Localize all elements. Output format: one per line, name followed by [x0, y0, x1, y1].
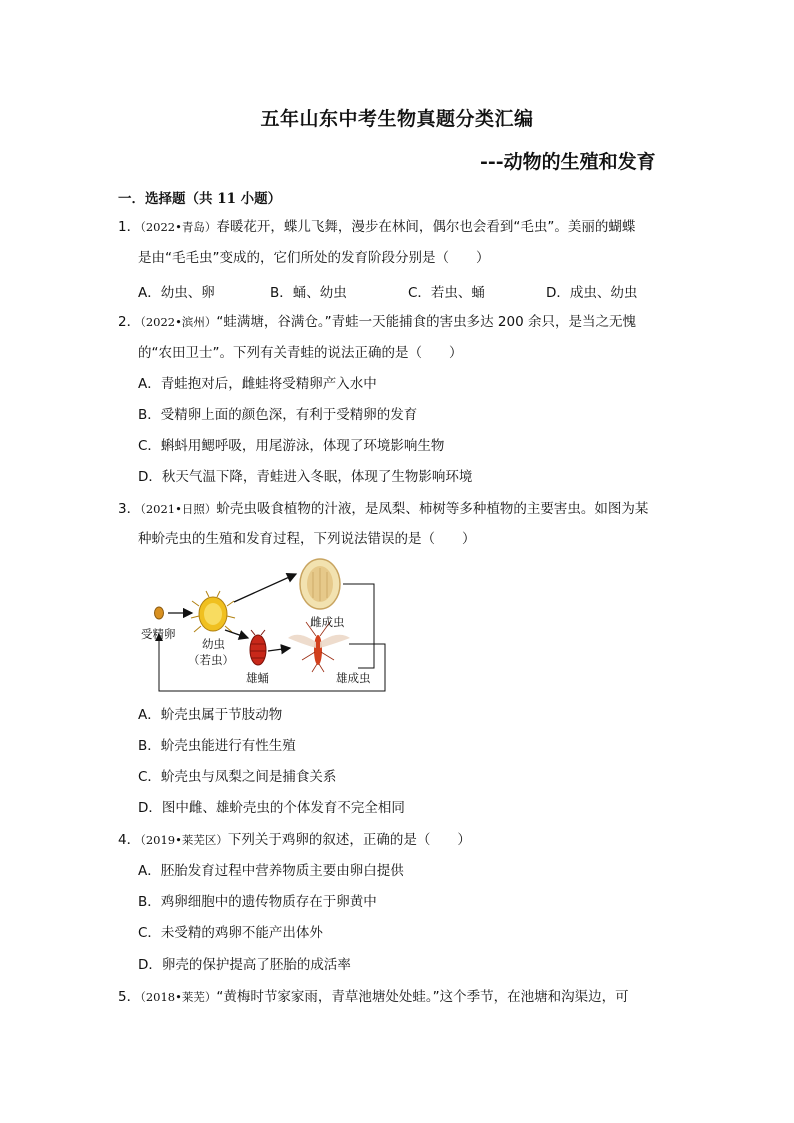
- question-number: 4．: [118, 832, 141, 848]
- question-source: （2022•青岛）: [140, 220, 217, 234]
- section-heading: 一．选择题（共 11 小题）: [118, 191, 282, 207]
- question-3-line-2: 种蚧壳虫的生殖和发育过程，下列说法错误的是（ ）: [138, 531, 476, 547]
- option-d: D．秋天气温下降，青蛙进入冬眠，体现了生物影响环境: [138, 469, 473, 485]
- option-c: C．未受精的鸡卵不能产出体外: [138, 925, 323, 941]
- label-male-adult: 雄成虫: [336, 671, 371, 685]
- question-number: 3．: [118, 501, 141, 517]
- label-egg: 受精卵: [141, 627, 176, 641]
- option-d: D．图中雌、雄蚧壳虫的个体发育不完全相同: [138, 800, 405, 816]
- option-b: B．蚧壳虫能进行有性生殖: [138, 738, 296, 754]
- option-a: A．胚胎发育过程中营养物质主要由卵白提供: [138, 863, 404, 879]
- document-subtitle: ---动物的生殖和发育: [480, 151, 656, 173]
- question-source: （2021•日照）: [140, 502, 217, 516]
- label-male-pupa: 雄蛹: [246, 671, 269, 685]
- question-5-line-1: [118, 988, 629, 1006]
- option-a: A．幼虫、卵: [138, 285, 215, 301]
- question-source: （2019•莱芜区）: [140, 833, 228, 847]
- question-number: 5．: [118, 989, 141, 1005]
- question-text: 蚧壳虫吸食植物的汁液，是凤梨、柿树等多种植物的主要害虫。如图为某: [216, 501, 649, 517]
- question-number: 2．: [118, 314, 141, 330]
- option-b: B．鸡卵细胞中的遗传物质存在于卵黄中: [138, 894, 377, 910]
- question-4-line-1: [118, 831, 471, 849]
- female-adult-icon: [300, 559, 340, 609]
- label-female-adult: 雌成虫: [310, 615, 345, 629]
- question-text: “黄梅时节家家雨，青草池塘处处蛙。”这个季节，在池塘和沟渠边，可: [216, 989, 629, 1005]
- egg-icon: [155, 607, 164, 619]
- option-a: A．青蛙抱对后，雌蛙将受精卵产入水中: [138, 376, 377, 392]
- question-source: （2018•莱芜）: [140, 990, 217, 1004]
- option-d: D．卵壳的保护提高了胚胎的成活率: [138, 957, 351, 973]
- option-c: C．蝌蚪用鳃呼吸，用尾游泳，体现了环境影响生物: [138, 438, 445, 454]
- option-b: B．蛹、幼虫: [270, 285, 347, 301]
- option-b: B．受精卵上面的颜色深，有利于受精卵的发育: [138, 407, 418, 423]
- label-larva: 幼虫: [202, 637, 225, 651]
- scale-insect-life-cycle-diagram: [138, 556, 398, 694]
- question-1-line-1: [118, 218, 635, 236]
- larva-icon: [191, 591, 235, 632]
- question-2-line-2: 的“农田卫士”。下列有关青蛙的说法正确的是（ ）: [138, 345, 463, 361]
- question-text: 下列关于鸡卵的叙述，正确的是（ ）: [227, 832, 471, 848]
- male-pupa-icon: [250, 630, 266, 665]
- question-2-line-1: [118, 313, 636, 331]
- question-source: （2022•滨州）: [140, 315, 217, 329]
- question-number: 1．: [118, 219, 141, 235]
- question-1-line-2: 是由“毛毛虫”变成的，它们所处的发育阶段分别是（ ）: [138, 250, 490, 266]
- option-a: A．蚧壳虫属于节肢动物: [138, 707, 283, 723]
- option-c: C．若虫、蛹: [408, 285, 485, 301]
- question-text: “蛙满塘，谷满仓。”青蛙一天能捕食的害虫多达 200 余只，是当之无愧: [216, 314, 636, 330]
- question-3-line-1: [118, 500, 648, 518]
- label-nymph: （若虫）: [188, 653, 234, 667]
- option-c: C．蚧壳虫与凤梨之间是捕食关系: [138, 769, 337, 785]
- question-text: 春暖花开，蝶儿飞舞，漫步在林间，偶尔也会看到“毛虫”。美丽的蝴蝶: [216, 219, 636, 235]
- document-title: 五年山东中考生物真题分类汇编: [260, 108, 534, 130]
- option-d: D．成虫、幼虫: [546, 285, 638, 301]
